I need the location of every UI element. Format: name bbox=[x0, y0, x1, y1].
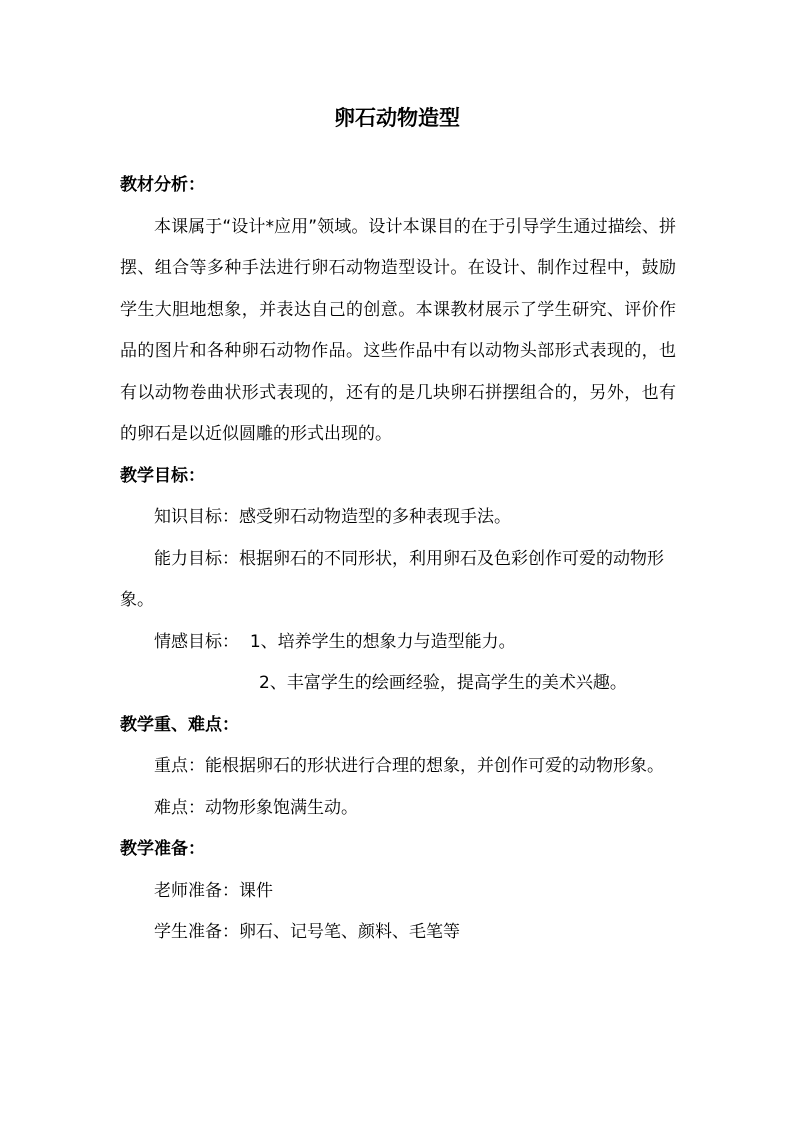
goal-emotion-item-1: 1、培养学生的想象力与造型能力。 bbox=[249, 631, 516, 652]
section-heading-key-points: 教学重、难点： bbox=[120, 714, 239, 735]
goal-emotion-row bbox=[120, 622, 676, 664]
goal-emotion-label: 情感目标： bbox=[154, 631, 239, 652]
section-heading-analysis: 教材分析： bbox=[120, 175, 205, 195]
key-point: 重点：能根据卵石的形状进行合理的想象，并创作可爱的动物形象。 bbox=[154, 756, 664, 776]
goal-emotion-item-2: 2、丰富学生的绘画经验，提高学生的美术兴趣。 bbox=[259, 673, 627, 693]
difficult-point: 难点：动物形象饱满生动。 bbox=[154, 797, 358, 818]
teacher-preparation: 老师准备：课件 bbox=[154, 880, 273, 901]
goal-ability: 能力目标：根据卵石的不同形状，利用卵石及色彩创作可爱的动物形象。 bbox=[120, 548, 664, 610]
document-body bbox=[120, 165, 676, 954]
section-heading-goals: 教学目标： bbox=[120, 465, 205, 486]
analysis-paragraph: 本课属于“设计*应用”领域。设计本课目的在于引导学生通过描绘、拼摆、组合等多种手法进行卵石动物造型设计。在设计、制作过程中，鼓励学生大胆地想象，并表达自己的创意。本课教材展示了学生研究、评价作品的图片和各种卵石动物作品。这些作品中有以动物头部形式表现的，也有以动物卷曲状形式表现的，还有的是几块卵石拼摆组合的，另外，也有的卵石是以近似圆雕的形式出现的。 bbox=[120, 216, 676, 444]
section-heading-preparation: 教学准备： bbox=[120, 839, 205, 859]
student-preparation: 学生准备：卵石、记号笔、颜料、毛笔等 bbox=[154, 922, 460, 942]
document-title: 卵石动物造型 bbox=[334, 105, 460, 130]
goal-knowledge: 知识目标：感受卵石动物造型的多种表现手法。 bbox=[154, 507, 511, 527]
